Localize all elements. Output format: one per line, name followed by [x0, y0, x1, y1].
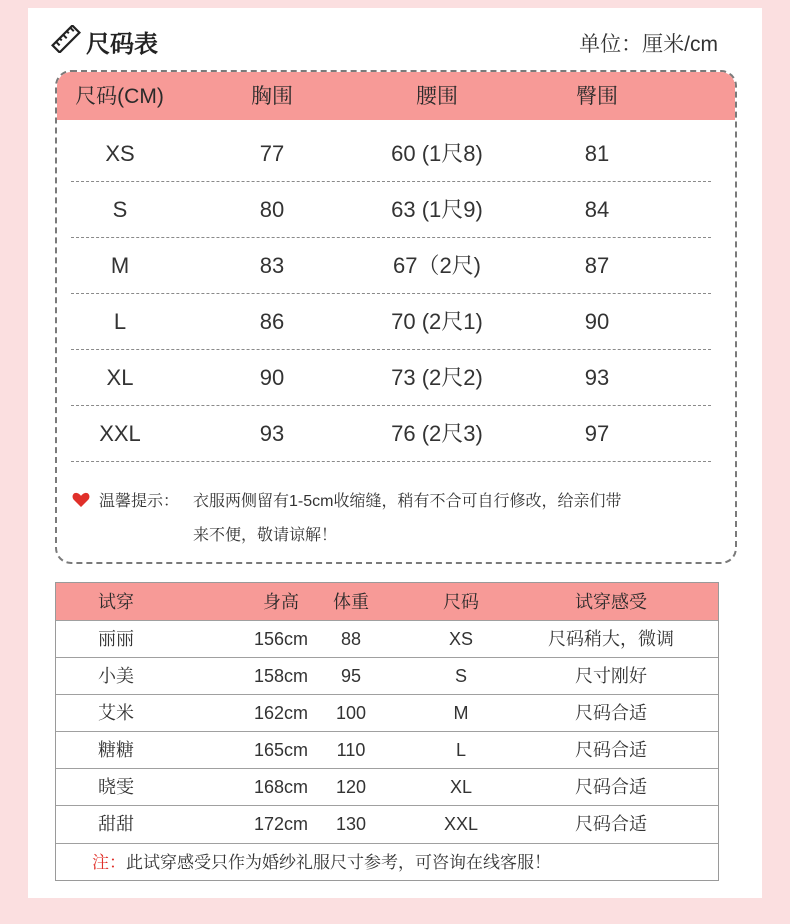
note-label: 注：	[92, 853, 126, 872]
size-cell: L	[455, 740, 466, 760]
name-cell: 糖糖	[98, 740, 134, 760]
chest-cell: 77	[259, 141, 285, 166]
column-header-feeling: 试穿感受	[575, 592, 647, 612]
table-row	[56, 620, 718, 657]
weight-cell: 130	[335, 814, 367, 834]
waist-cell: 70 (2尺1)	[391, 309, 483, 334]
hip-cell: 87	[584, 253, 610, 278]
column-header-height: 身高	[263, 592, 299, 612]
unit-label: 单位：厘米/cm	[579, 33, 718, 56]
size-cell: XXL	[99, 421, 141, 446]
name-cell: 艾米	[98, 703, 134, 723]
size-cell: XL	[106, 365, 134, 390]
feeling-cell: 尺码合适	[575, 703, 647, 723]
tip-text-line-1: 衣服两侧留有1-5cm收缩缝，稍有不合可自行修改，给亲们带	[193, 493, 622, 510]
feeling-cell: 尺码合适	[575, 814, 647, 834]
weight-cell: 110	[336, 740, 366, 760]
size-cell: M	[453, 703, 469, 723]
height-cell: 162cm	[253, 703, 309, 723]
chest-cell: 80	[259, 197, 285, 222]
waist-cell: 67（2尺)	[392, 253, 482, 278]
table-row	[71, 406, 711, 462]
chest-cell: 93	[259, 421, 285, 446]
table-row	[71, 182, 711, 238]
name-cell: 晓雯	[98, 777, 134, 797]
table-row	[71, 294, 711, 350]
tip-label: 温馨提示：	[99, 493, 180, 510]
tip-text-line-2: 来不便，敬请谅解！	[193, 527, 338, 544]
page-title: 尺码表	[86, 31, 158, 58]
column-header-hip: 臀围	[576, 85, 618, 108]
heart-icon	[72, 492, 90, 508]
column-header-name: 试穿	[98, 592, 134, 612]
table-row	[56, 731, 718, 768]
size-chart-header-row	[57, 72, 735, 120]
size-cell: L	[113, 309, 127, 334]
column-header-weight: 体重	[333, 592, 369, 612]
table-row	[56, 694, 718, 731]
hip-cell: 84	[584, 197, 610, 222]
waist-cell: 76 (2尺3)	[391, 421, 483, 446]
table-row	[56, 805, 718, 842]
note-text: 此试穿感受只作为婚纱礼服尺寸参考，可咨询在线客服！	[126, 853, 551, 872]
feeling-cell: 尺码稍大，微调	[548, 629, 674, 649]
size-cell: XL	[449, 777, 473, 797]
height-cell: 156cm	[253, 629, 309, 649]
chest-cell: 83	[259, 253, 285, 278]
column-header-waist: 腰围	[416, 85, 458, 108]
feeling-cell: 尺码合适	[575, 740, 647, 760]
waist-cell: 60 (1尺8)	[391, 141, 483, 166]
size-cell: S	[454, 666, 467, 686]
weight-cell: 100	[335, 703, 367, 723]
size-cell: M	[110, 253, 130, 278]
table-row	[56, 768, 718, 805]
waist-cell: 73 (2尺2)	[391, 365, 483, 390]
height-cell: 158cm	[253, 666, 309, 686]
table-row	[71, 238, 711, 294]
try-on-note	[56, 843, 718, 881]
size-cell: S	[112, 197, 128, 222]
chest-cell: 86	[259, 309, 285, 334]
feeling-cell: 尺码合适	[575, 777, 647, 797]
chest-cell: 90	[259, 365, 285, 390]
height-cell: 165cm	[253, 740, 309, 760]
ruler-icon	[50, 25, 82, 53]
feeling-cell: 尺寸刚好	[575, 666, 647, 686]
column-header-size: 尺码(CM)	[75, 85, 164, 108]
weight-cell: 95	[340, 666, 362, 686]
height-cell: 168cm	[253, 777, 309, 797]
size-chart-table	[55, 70, 737, 564]
hip-cell: 97	[584, 421, 610, 446]
try-on-header-row	[56, 583, 718, 621]
size-cell: XXL	[443, 814, 479, 834]
column-header-chest: 胸围	[251, 85, 293, 108]
hip-cell: 90	[584, 309, 610, 334]
hip-cell: 81	[584, 141, 610, 166]
name-cell: 丽丽	[98, 629, 134, 649]
size-cell: XS	[105, 141, 135, 166]
height-cell: 172cm	[253, 814, 309, 834]
try-on-table	[55, 582, 719, 881]
waist-cell: 63 (1尺9)	[391, 197, 483, 222]
weight-cell: 120	[335, 777, 367, 797]
weight-cell: 88	[340, 629, 362, 649]
table-row	[71, 126, 711, 182]
table-row	[56, 657, 718, 694]
name-cell: 小美	[98, 666, 134, 686]
size-chart-header	[50, 22, 730, 58]
hip-cell: 93	[584, 365, 610, 390]
column-header-size: 尺码	[443, 592, 479, 612]
size-cell: XS	[448, 629, 473, 649]
table-row	[71, 350, 711, 406]
name-cell: 甜甜	[98, 814, 134, 834]
